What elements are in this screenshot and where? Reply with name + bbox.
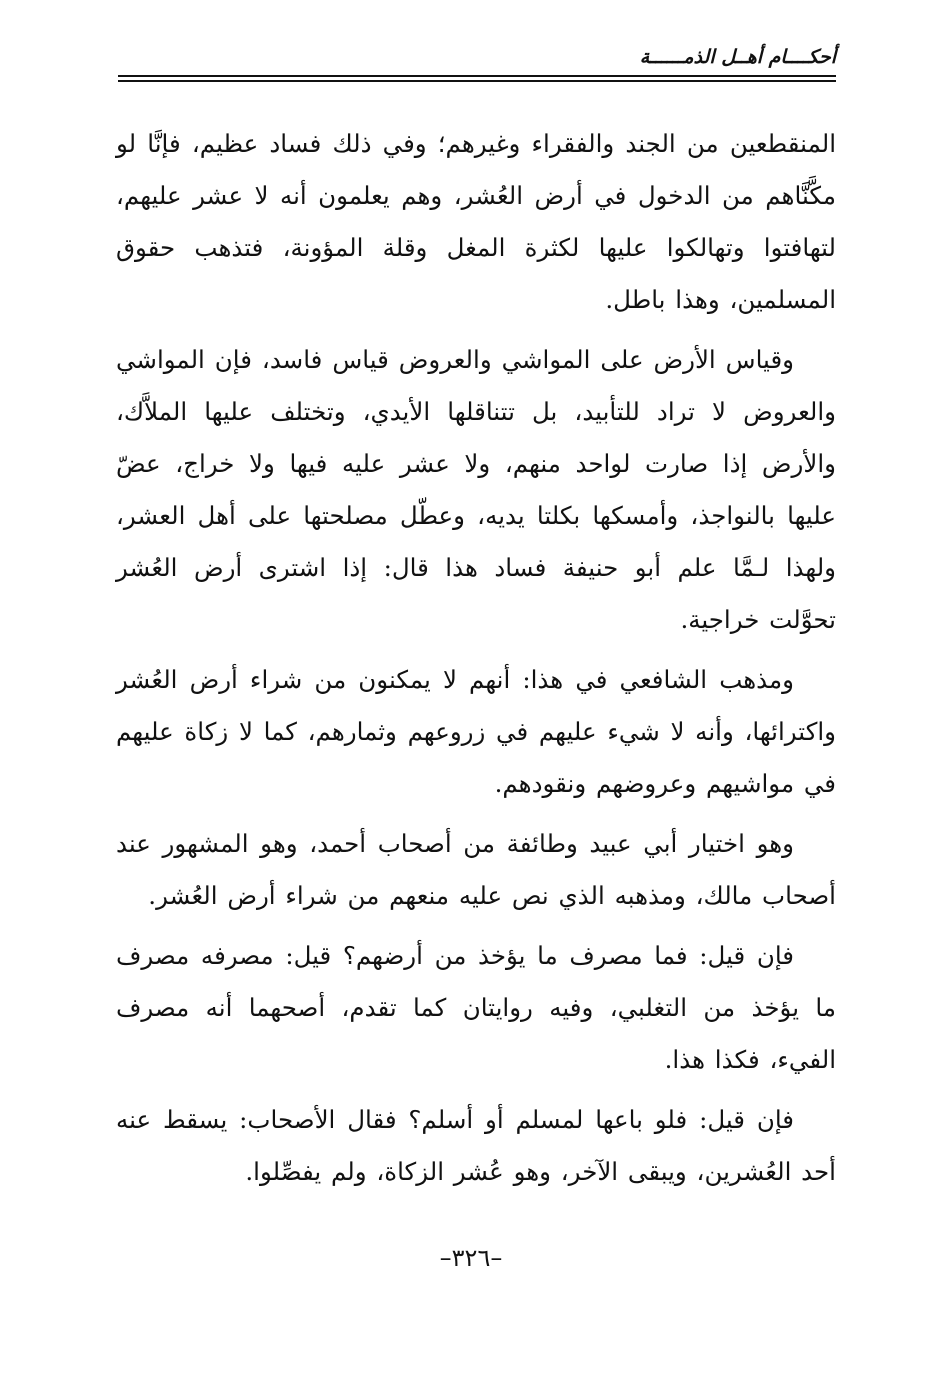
- paragraph-6: فإن قيل: فلو باعها لمسلم أو أسلم؟ فقال الأصحاب: يسقط عنه أحد العُشرين، ويبقى الآخر، وهو عُشر الزكاة، ولم يفصِّلوا.: [116, 1105, 836, 1186]
- paragraph-4: وهو اختيار أبي عبيد وطائفة من أصحاب أحمد، وهو المشهور عند أصحاب مالك، ومذهبه الذي نص عليه منعهم من شراء أرض العُشر.: [116, 829, 836, 910]
- paragraph-5: فإن قيل: فما مصرف ما يؤخذ من أرضهم؟ قيل: مصرفه مصرف ما يؤخذ من التغلبي، وفيه روايتان كما تقدم، أصحهما أنه مصرف الفيء، فكذا هذا.: [116, 941, 836, 1074]
- header-rule-bottom: [118, 80, 836, 82]
- body-text: [116, 118, 836, 1206]
- header-rule-top: [118, 75, 836, 77]
- paragraph-2: وقياس الأرض على المواشي والعروض قياس فاسد، فإن المواشي والعروض لا تراد للتأبيد، بل تتناقلها الأيدي، وتختلف عليها الملاَّك، والأرض إذا صارت لواحد منهم، ولا عشر عليه فيها ولا خراج، عضّ عليها بالنواجذ، وأمسكها بكلتا يديه، وعطّل مصلحتها على أهل العشر، ولهذا لـمَّا علم أبو حنيفة فساد هذا قال: إذا اشترى أرض العُشر تحوَّلت خراجية.: [116, 345, 836, 634]
- running-title: أحكــــام أهــل الذمــــــة: [639, 46, 836, 68]
- paragraph-3: ومذهب الشافعي في هذا: أنهم لا يمكنون من شراء أرض العُشر واكترائها، وأنه لا شيء عليهم في زروعهم وثمارهم، كما لا زكاة عليهم في مواشيهم وعروضهم ونقودهم.: [116, 665, 836, 798]
- page-number: –٣٢٦–: [439, 1244, 503, 1272]
- paragraph-1: المنقطعين من الجند والفقراء وغيرهم؛ وفي ذلك فساد عظيم، فإنَّا لو مكَّنَّاهم من الدخول في أرض العُشر، وهم يعلمون أنه لا عشر عليهم، لتهافتوا وتهالكوا عليها لكثرة المغل وقلة المؤونة، فتذهب حقوق المسلمين، وهذا باطل.: [116, 129, 836, 314]
- running-header: [118, 44, 836, 84]
